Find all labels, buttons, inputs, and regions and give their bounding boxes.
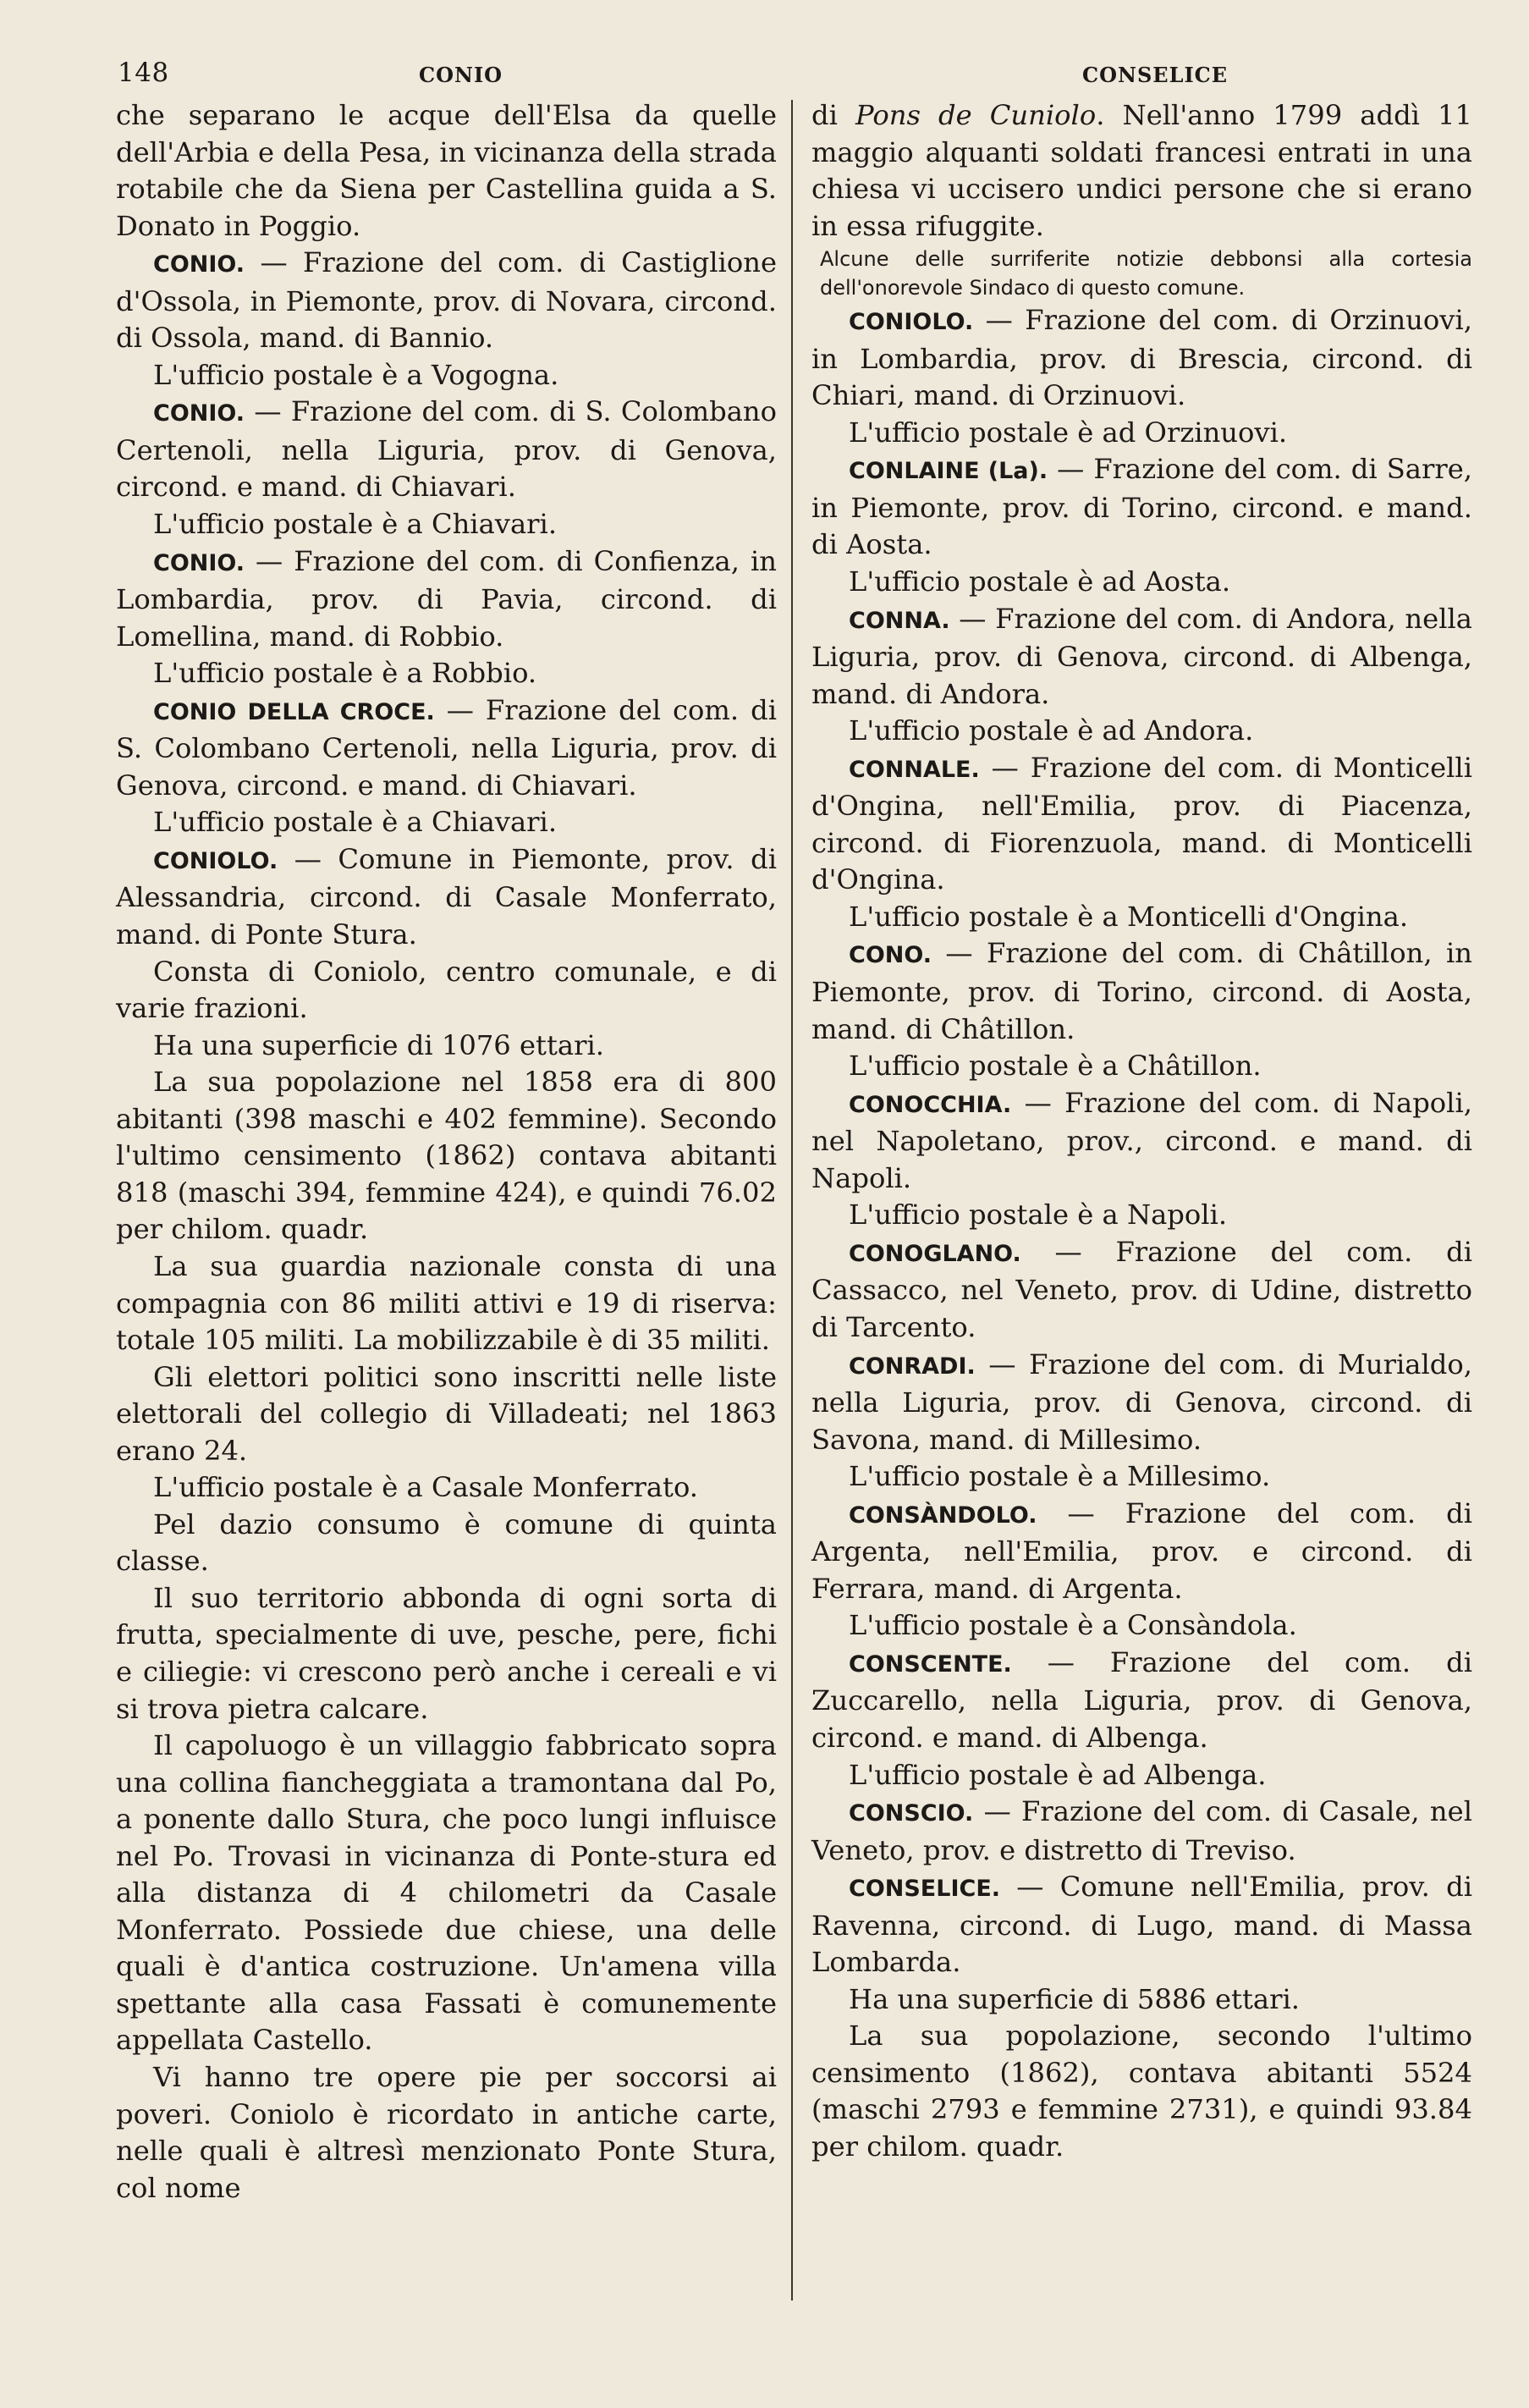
entry-text: — Frazione del com. di Zuccarello, nella Liguria, prov. di Genova, circond. e mand. di Albenga. (811, 1645, 1472, 1754)
entry-paragraph (116, 841, 777, 954)
text-paragraph (116, 97, 777, 245)
entry-text: L'ufficio postale è a Chiavari. (153, 806, 558, 839)
text-paragraph (116, 1064, 777, 1248)
text-paragraph (811, 1757, 1472, 1794)
text-paragraph (116, 357, 777, 394)
text-paragraph (116, 954, 777, 1028)
entry-paragraph (811, 601, 1472, 714)
entry-paragraph (811, 935, 1472, 1048)
entry-text: L'ufficio postale è a Casale Monferrato. (153, 1471, 699, 1504)
entry-text: L'ufficio postale è ad Andora. (849, 714, 1254, 747)
page-number: 148 (118, 58, 169, 88)
entry-text: Il capoluogo è un villaggio fabbricato sopra una collina fiancheggiata a tramontana dal Po, a ponente dallo Stura, che poco lungi influisce nel Po. Trovasi in vicinanza di Ponte-stura ed alla distanza di 4 chilometri da Casale Monferrato. Possiede due chiese, una delle quali è d'antica costruzione. Un'amena villa spettante alla casa Fassati è comunemente appellata Castello. (116, 1729, 777, 2057)
entry-text: L'ufficio postale è a Vogogna. (153, 358, 559, 391)
entry-text: — Frazione del com. di Napoli, nel Napoletano, prov., circond. e mand. di Napoli. (811, 1086, 1472, 1194)
text-paragraph (811, 564, 1472, 601)
text-paragraph (116, 2059, 777, 2207)
entry-headword: CONSCIO. (849, 1800, 974, 1827)
entry-headword: CONIO. (153, 400, 245, 427)
left-running-head: CONIO (419, 63, 503, 87)
entry-headword: CONRADI. (849, 1353, 976, 1380)
entry-headword: CONSÀNDOLO. (849, 1502, 1037, 1529)
entry-text: Vi hanno tre opere pie per soccorsi ai poveri. Coniolo è ricordato in antiche carte, nelle quali è altresì menzionato Ponte Stura, col nome (116, 2060, 777, 2204)
entry-paragraph (811, 1645, 1472, 1757)
entry-text: Il suo territorio abbonda di ogni sorta di frutta, specialmente di uve, pesche, pere, fichi e ciliegie: vi crescono però anche i cereali e vi si trova pietra calcare. (116, 1581, 777, 1725)
text-paragraph (811, 899, 1472, 936)
entry-text: Pel dazio consumo è comune di quinta classe. (116, 1507, 777, 1578)
entry-text: — Frazione del com. di S. Colombano Certenoli, nella Liguria, prov. di Genova, circond. e mand. di Chiavari. (116, 693, 777, 802)
text-paragraph (811, 415, 1472, 452)
text-paragraph (116, 1028, 777, 1065)
entry-text: Ha una superficie di 1076 ettari. (153, 1028, 605, 1061)
entry-text: La sua guardia nazionale consta di una compagnia con 86 militi attivi e 19 di riserva: totale 105 militi. La mobilizzabile è di 35 militi. (116, 1249, 777, 1357)
entry-paragraph (116, 394, 777, 506)
entry-text: — Frazione del com. di S. Colombano Certenoli, nella Liguria, prov. di Genova, circond. e mand. di Chiavari. (116, 395, 777, 504)
text-paragraph (811, 1048, 1472, 1085)
text-paragraph (811, 713, 1472, 750)
entry-headword: CONO. (849, 942, 932, 969)
entry-paragraph (811, 1794, 1472, 1869)
entry-text: L'ufficio postale è a Chiavari. (153, 508, 558, 541)
entry-text: — Frazione del com. di Châtillon, in Piemonte, prov. di Torino, circond. di Aosta, mand. di Châtillon. (811, 937, 1472, 1045)
entry-paragraph (811, 1085, 1472, 1198)
entry-paragraph (811, 451, 1472, 564)
right-column (811, 97, 1472, 2166)
entry-text: — Frazione del com. di Confienza, in Lombardia, prov. di Pavia, circond. di Lomellina, mand. di Robbio. (116, 544, 777, 653)
entry-headword: CONSELICE. (849, 1876, 1001, 1903)
entry-text: di Pons de Cuniolo. Nell'anno 1799 addì 11 maggio alquanti soldati francesi entrati in una chiesa vi uccisero undici persone che si erano in essa rifuggite. (811, 99, 1473, 242)
entry-text: La sua popolazione nel 1858 era di 800 abitanti (398 maschi e 402 femmine). Secondo l'ultimo censimento (1862) contava abitanti 818 (maschi 394, femmine 424), e quindi 76.02 per chilom. quadr. (116, 1066, 777, 1246)
entry-text: Gli elettori politici sono inscritti nelle liste elettorali del collegio di Villadeati; nel 1863 erano 24. (116, 1360, 777, 1467)
entry-text: L'ufficio postale è a Consàndola. (849, 1609, 1297, 1642)
entry-text: Alcune delle surriferite notizie debbonsi alla cortesia dell'onorevole Sindaco di questo comune. (820, 247, 1472, 300)
text-paragraph (116, 506, 777, 543)
entry-text: Consta di Coniolo, centro comunale, e di varie frazioni. (116, 955, 777, 1025)
entry-headword: CONSCENTE. (849, 1650, 1012, 1678)
entry-text: L'ufficio postale è a Châtillon. (849, 1050, 1262, 1083)
entry-text: L'ufficio postale è a Monticelli d'Ongina. (849, 900, 1409, 933)
entry-text: L'ufficio postale è a Millesimo. (849, 1460, 1271, 1493)
text-paragraph (116, 1469, 777, 1507)
entry-headword: CONOGLANO. (849, 1240, 1021, 1267)
entry-paragraph (116, 245, 777, 357)
entry-text: — Comune nell'Emilia, prov. di Ravenna, circond. di Lugo, mand. di Massa Lombarda. (811, 1871, 1472, 1979)
text-paragraph (116, 1727, 777, 2059)
left-column (116, 97, 777, 2207)
text-paragraph (116, 655, 777, 692)
text-paragraph (116, 1580, 777, 1727)
entry-paragraph (811, 750, 1472, 899)
entry-text: — Frazione del com. di Monticelli d'Ongina, nell'Emilia, prov. di Piacenza, circond. di Fiorenzuola, mand. di Monticelli d'Ongina. (811, 751, 1472, 896)
entry-text: L'ufficio postale è ad Albenga. (849, 1758, 1267, 1791)
entry-text: che separano le acque dell'Elsa da quelle dell'Arbia e della Pesa, in vicinanza della strada rotabile che da Siena per Castellina guida a S. Donato in Poggio. (116, 99, 777, 242)
entry-paragraph (116, 692, 777, 805)
entry-paragraph (811, 1496, 1472, 1608)
entry-text: L'ufficio postale è ad Orzinuovi. (849, 416, 1288, 449)
entry-text: L'ufficio postale è a Napoli. (849, 1198, 1228, 1232)
entry-headword: CONNALE. (849, 756, 980, 783)
text-paragraph (811, 1458, 1472, 1496)
entry-text: — Frazione del com. di Orzinuovi, in Lombardia, prov. di Brescia, circond. di Chiari, mand. di Orzinuovi. (811, 304, 1472, 412)
entry-headword: CONIOLO. (153, 847, 278, 874)
entry-text: — Frazione del com. di Argenta, nell'Emilia, prov. e circond. di Ferrara, mand. di Argenta. (811, 1496, 1472, 1605)
entry-paragraph (811, 302, 1472, 415)
entry-text: — Frazione del com. di Sarre, in Piemonte, prov. di Torino, circond. e mand. di Aosta. (811, 453, 1473, 561)
entry-paragraph (811, 1234, 1472, 1347)
entry-headword: CONNA. (849, 607, 950, 634)
entry-headword: CONIO. (153, 251, 245, 278)
entry-text: — Frazione del com. di Castiglione d'Ossola, in Piemonte, prov. di Novara, circond. di Ossola, mand. di Bannio. (116, 246, 777, 355)
column-divider (791, 100, 793, 2301)
entry-text: La sua popolazione, secondo l'ultimo censimento (1862), contava abitanti 5524 (maschi 2793 e femmine 2731), e quindi 93.84 per chilom. quadr. (811, 2020, 1472, 2163)
entry-paragraph (811, 1347, 1472, 1459)
entry-text: — Comune in Piemonte, prov. di Alessandria, circond. di Casale Monferrato, mand. di Ponte Stura. (116, 842, 777, 951)
entry-headword: CONIO DELLA CROCE. (153, 698, 435, 725)
text-paragraph (116, 1359, 777, 1470)
text-paragraph (811, 97, 1472, 245)
text-paragraph (116, 1248, 777, 1359)
text-paragraph (811, 1981, 1472, 2019)
text-paragraph (811, 1197, 1472, 1234)
entry-text: — Frazione del com. di Murialdo, nella Liguria, prov. di Genova, circond. di Savona, mand. di Millesimo. (811, 1347, 1472, 1456)
entry-text: — Frazione del com. di Casale, nel Veneto, prov. e distretto di Treviso. (811, 1795, 1472, 1866)
text-paragraph (116, 1507, 777, 1580)
entry-headword: CONOCCHIA. (849, 1091, 1012, 1118)
right-running-head: CONSELICE (1082, 63, 1229, 87)
entry-text: Ha una superficie di 5886 ettari. (849, 1982, 1301, 2015)
entry-text: L'ufficio postale è ad Aosta. (849, 565, 1231, 598)
entry-text: — Frazione del com. di Andora, nella Liguria, prov. di Genova, circond. di Albenga, mand. di Andora. (811, 602, 1472, 710)
entry-headword: CONIOLO. (849, 309, 974, 336)
text-paragraph (116, 804, 777, 841)
text-paragraph (811, 2018, 1472, 2165)
text-paragraph (811, 245, 1472, 302)
entry-paragraph (116, 543, 777, 656)
entry-headword: CONLAINE (La). (849, 458, 1048, 485)
entry-headword: CONIO. (153, 549, 245, 576)
entry-paragraph (811, 1869, 1472, 1981)
text-paragraph (811, 1607, 1472, 1645)
entry-text: L'ufficio postale è a Robbio. (153, 657, 537, 690)
entry-text: — Frazione del com. di Cassacco, nel Veneto, prov. di Udine, distretto di Tarcento. (811, 1235, 1472, 1343)
